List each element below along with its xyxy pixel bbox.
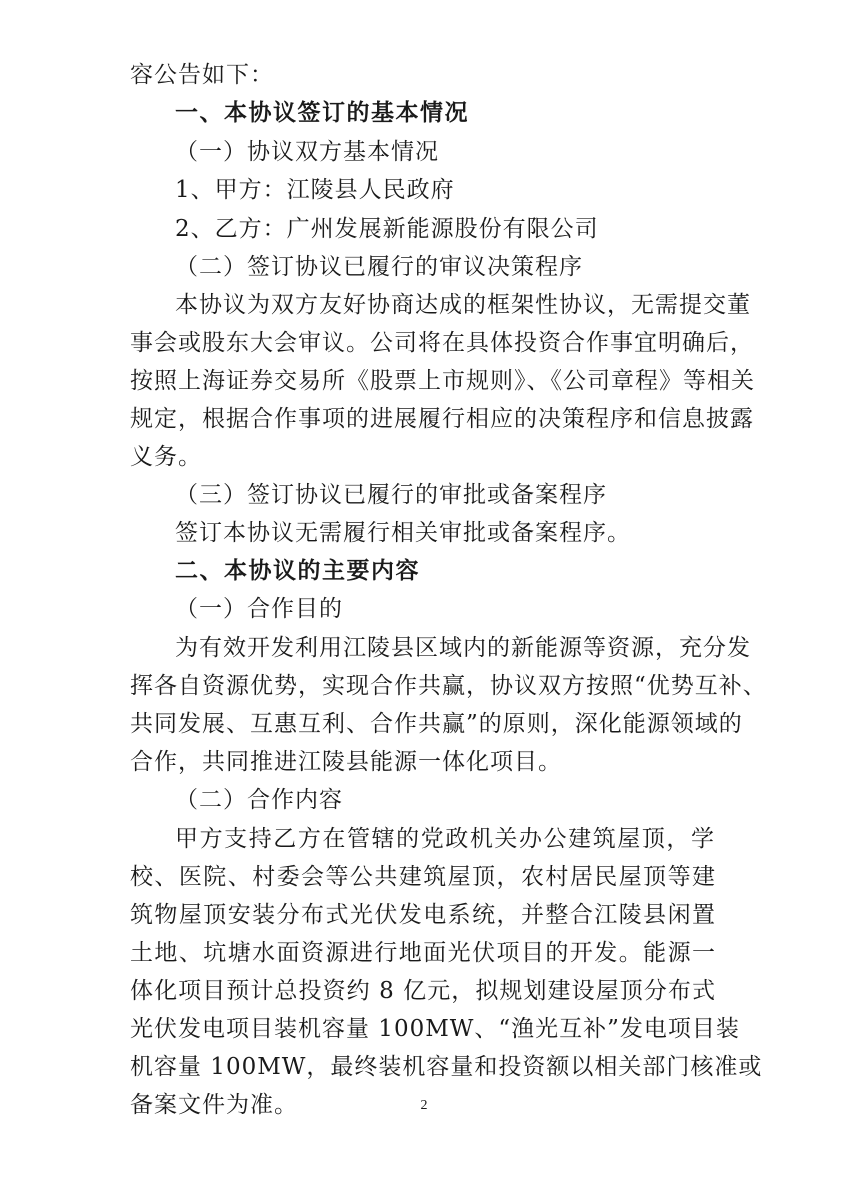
subsection-heading: （一）合作目的 — [175, 596, 343, 622]
text-line: 挥各自资源优势，实现合作共赢，协议双方按照“优势互补、 — [130, 673, 767, 699]
section-heading: 二、本协议的主要内容 — [175, 557, 420, 584]
text-line: 容公告如下： — [130, 62, 274, 88]
subsection-heading: （三）签订协议已履行的审批或备案程序 — [175, 482, 607, 508]
subsection-heading: （二）签订协议已履行的审议决策程序 — [175, 254, 583, 280]
text-line: 规定，根据合作事项的进展履行相应的决策程序和信息披露 — [130, 406, 754, 432]
text-line: 甲方支持乙方在管辖的党政机关办公建筑屋顶，学 — [175, 826, 715, 852]
text-line: 土地、坑塘水面资源进行地面光伏项目的开发。能源一 — [130, 940, 716, 966]
subsection-heading: （二）合作内容 — [175, 787, 343, 813]
section-heading: 一、本协议签订的基本情况 — [175, 99, 469, 126]
text-line: 按照上海证券交易所《股票上市规则》、《公司章程》等相关 — [130, 368, 755, 394]
text-line: 校、医院、村委会等公共建筑屋顶，农村居民屋顶等建 — [130, 864, 716, 890]
text-line: 2、乙方：广州发展新能源股份有限公司 — [175, 216, 599, 242]
text-line: 机容量 100MW，最终装机容量和投资额以相关部门核准或 — [130, 1054, 763, 1080]
text-line: 合作，共同推进江陵县能源一体化项目。 — [130, 749, 562, 775]
text-line: 1、甲方：江陵县人民政府 — [175, 177, 455, 203]
text-line: 光伏发电项目装机容量 100MW、“渔光互补”发电项目装 — [130, 1016, 740, 1042]
text-line: 备案文件为准。 — [130, 1092, 298, 1118]
text-line: 事会或股东大会审议。公司将在具体投资合作事宜明确后， — [130, 330, 754, 356]
text-line: 签订本协议无需履行相关审批或备案程序。 — [175, 520, 631, 546]
text-line: 本协议为双方友好协商达成的框架性协议，无需提交董 — [175, 292, 751, 318]
text-line: 筑物屋顶安装分布式光伏发电系统，并整合江陵县闲置 — [130, 902, 716, 928]
subsection-heading: （一）协议双方基本情况 — [175, 139, 439, 165]
text-line: 为有效开发利用江陵县区域内的新能源等资源，充分发 — [175, 635, 751, 661]
text-line: 体化项目预计总投资约 8 亿元，拟规划建设屋顶分布式 — [130, 978, 716, 1004]
page-number: 2 — [420, 1098, 428, 1113]
text-line: 共同发展、互惠互利、合作共赢”的原则，深化能源领域的 — [130, 711, 743, 737]
text-line: 义务。 — [130, 444, 202, 470]
